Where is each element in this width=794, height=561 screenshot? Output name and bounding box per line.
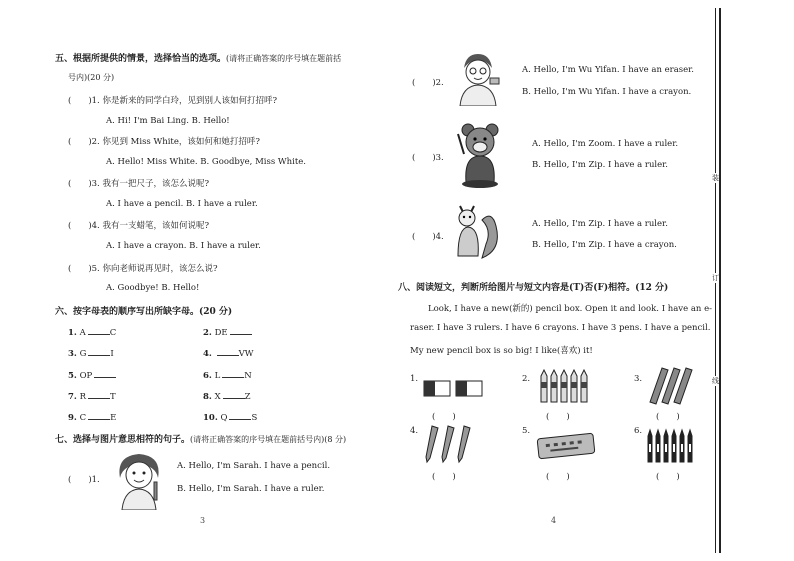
letter-after: S xyxy=(251,413,258,423)
letter-before: Q xyxy=(220,413,228,423)
q7-3-option-b: B. Hello, I'm Zip. I have a ruler. xyxy=(532,160,668,170)
binding-line-outer xyxy=(719,8,721,553)
letter-item-2 xyxy=(203,326,252,338)
answer-blank[interactable] xyxy=(88,347,110,356)
picture-5-answer[interactable]: ( ) xyxy=(546,472,570,482)
letter-before: L xyxy=(214,371,221,381)
letter-item-10 xyxy=(203,411,257,423)
letter-after: Z xyxy=(244,392,251,402)
answer-blank[interactable] xyxy=(230,326,252,335)
letter-after: C xyxy=(109,328,117,338)
picture-2-number: 2. xyxy=(522,374,531,384)
binding-mark-1: 装 xyxy=(712,174,719,182)
letter-item-6 xyxy=(203,369,252,381)
bear-zoom-icon xyxy=(452,120,508,188)
passage-line-3: My new pencil box is so big! I like(喜欢) it! xyxy=(410,346,593,356)
picture-1-number: 1. xyxy=(410,374,419,384)
q5-3-stem: ( )3. 我有一把尺子，该怎么说呢? xyxy=(68,179,210,189)
letter-after: E xyxy=(110,413,117,423)
letter-before: DE xyxy=(214,328,228,338)
picture-4-number: 4. xyxy=(410,426,419,436)
picture-1-answer[interactable]: ( ) xyxy=(432,412,456,422)
erasers-icon xyxy=(422,376,486,400)
q5-1-options: A. Hi! I'm Bai Ling. B. Hello! xyxy=(106,116,230,126)
q7-4-option-b: B. Hello, I'm Zip. I have a crayon. xyxy=(532,240,677,250)
pencil-box-icon xyxy=(536,430,596,460)
section-7-title xyxy=(55,432,346,445)
q5-2-stem: ( )2. 你见到 Miss White，该如何和她打招呼? xyxy=(68,137,260,147)
q7-3-label: ( )3. xyxy=(412,153,444,163)
item-number: 4. xyxy=(203,349,212,359)
q7-3-option-a: A. Hello, I'm Zoom. I have a ruler. xyxy=(532,139,679,149)
letter-before: R xyxy=(79,392,86,402)
q5-4-stem: ( )4. 我有一支蜡笔，该如何说呢? xyxy=(68,221,210,231)
q7-2-option-a: A. Hello, I'm Wu Yifan. I have an eraser. xyxy=(522,65,695,75)
section-6-title: 六、按字母表的顺序写出所缺字母。(20 分) xyxy=(55,307,233,317)
binding-mark-3: 线 xyxy=(712,377,719,385)
letter-after: I xyxy=(110,349,114,359)
squirrel-zip-icon xyxy=(452,200,502,260)
crayons-six-icon xyxy=(646,426,696,464)
letter-item-9 xyxy=(68,411,116,423)
letter-after: VW xyxy=(238,349,254,359)
answer-blank[interactable] xyxy=(88,326,110,335)
item-number: 9. xyxy=(68,413,77,423)
item-number: 5. xyxy=(68,371,77,381)
rulers-three-icon xyxy=(648,366,694,406)
q5-2-options: A. Hello! Miss White. B. Goodbye, Miss White. xyxy=(106,157,307,167)
q5-1-stem: ( )1. 你是新来的同学白玲，见到别人该如何打招呼? xyxy=(68,96,278,106)
letter-item-1 xyxy=(68,326,116,338)
section-5-note-cont: 号内)(20 分) xyxy=(68,73,115,82)
crayons-five-icon xyxy=(538,368,590,404)
letter-before: G xyxy=(79,349,87,359)
answer-blank[interactable] xyxy=(88,390,110,399)
girl-pencil-icon xyxy=(110,448,168,510)
answer-blank[interactable] xyxy=(229,411,251,420)
item-number: 8. xyxy=(203,392,212,402)
answer-blank[interactable] xyxy=(88,411,110,420)
item-number: 3. xyxy=(68,349,77,359)
letter-before: OP xyxy=(79,371,93,381)
boy-glasses-icon xyxy=(452,50,504,106)
letter-item-7 xyxy=(68,390,116,402)
q7-4-option-a: A. Hello, I'm Zip. I have a ruler. xyxy=(532,219,668,229)
item-number: 10. xyxy=(203,413,218,423)
binding-mark-2: 订 xyxy=(712,274,719,282)
letter-item-8 xyxy=(203,390,251,402)
item-number: 2. xyxy=(203,328,212,338)
item-number: 1. xyxy=(68,328,77,338)
q7-1-option-b: B. Hello, I'm Sarah. I have a ruler. xyxy=(177,484,325,494)
letter-item-4 xyxy=(203,347,253,359)
answer-blank[interactable] xyxy=(217,347,239,356)
q7-1-label: ( )1. xyxy=(68,475,100,485)
passage-line-1: Look, I have a new(新的) pencil box. Open it and look. I have an e- xyxy=(428,304,712,314)
picture-5-number: 5. xyxy=(522,426,531,436)
passage-line-2: raser. I have 3 rulers. I have 6 crayons. I have 3 pens. I have a pencil. xyxy=(410,323,711,333)
section-5-title xyxy=(55,51,341,64)
section-7-heading: 七、选择与图片意思相符的句子。 xyxy=(55,435,191,445)
q5-4-options: A. I have a crayon. B. I have a ruler. xyxy=(106,241,261,251)
letter-after: N xyxy=(244,371,252,381)
letter-before: A xyxy=(79,328,86,338)
letter-item-5 xyxy=(68,369,116,381)
picture-3-number: 3. xyxy=(634,374,643,384)
q7-2-label: ( )2. xyxy=(412,78,444,88)
picture-3-answer[interactable]: ( ) xyxy=(656,412,680,422)
q5-5-options: A. Goodbye! B. Hello! xyxy=(106,283,200,293)
answer-blank[interactable] xyxy=(94,369,116,378)
picture-6-answer[interactable]: ( ) xyxy=(656,472,680,482)
answer-blank[interactable] xyxy=(222,369,244,378)
pencils-three-icon xyxy=(424,424,476,464)
q7-4-label: ( )4. xyxy=(412,232,444,242)
section-5-note: (请将正确答案的序号填在题前括 xyxy=(226,54,342,63)
section-8-title: 八、阅读短文，判断所给图片与短文内容是(T)否(F)相符。(12 分) xyxy=(398,283,669,293)
section-5-heading: 五、根据所提供的情景，选择恰当的选项。 xyxy=(55,54,227,64)
picture-4-answer[interactable]: ( ) xyxy=(432,472,456,482)
item-number: 6. xyxy=(203,371,212,381)
q7-1-option-a: A. Hello, I'm Sarah. I have a pencil. xyxy=(177,461,331,471)
answer-blank[interactable] xyxy=(223,390,245,399)
q5-5-stem: ( )5. 你向老师说再见时，该怎么说? xyxy=(68,264,218,274)
letter-before: X xyxy=(214,392,221,402)
picture-6-number: 6. xyxy=(634,426,643,436)
q5-3-options: A. I have a pencil. B. I have a ruler. xyxy=(106,199,258,209)
page-number-left: 3 xyxy=(200,516,206,525)
letter-after: T xyxy=(109,392,116,402)
picture-2-answer[interactable]: ( ) xyxy=(546,412,570,422)
item-number: 7. xyxy=(68,392,77,402)
page-number-right: 4 xyxy=(551,516,557,525)
section-7-note: (请将正确答案的序号填在题前括号内)(8 分) xyxy=(190,435,347,444)
letter-before: C xyxy=(79,413,87,423)
q7-2-option-b: B. Hello, I'm Wu Yifan. I have a crayon. xyxy=(522,87,692,97)
letter-item-3 xyxy=(68,347,114,359)
